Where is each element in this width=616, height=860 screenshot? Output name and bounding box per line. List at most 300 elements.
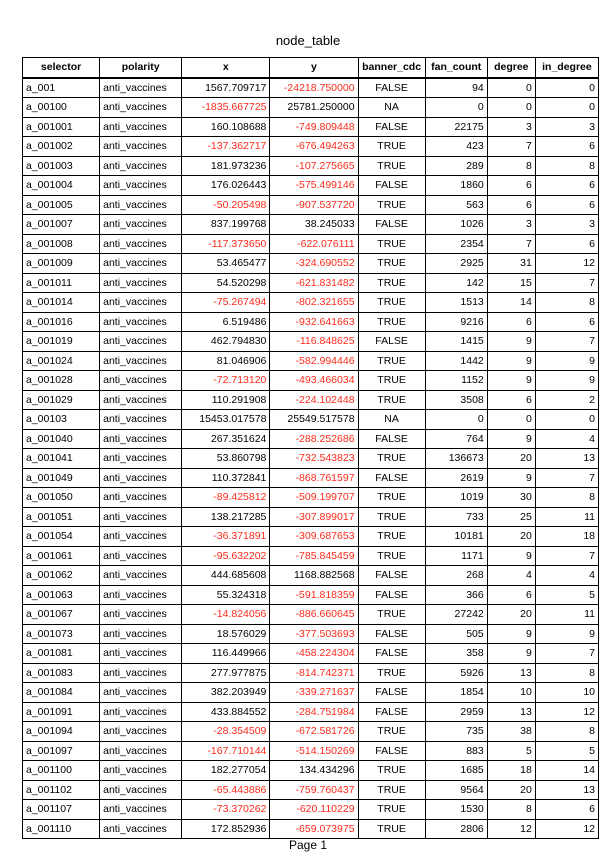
cell-degree: 9 bbox=[487, 371, 535, 391]
cell-banner-cdc: TRUE bbox=[358, 293, 425, 313]
cell-in-degree: 18 bbox=[535, 527, 598, 547]
cell-degree: 6 bbox=[487, 585, 535, 605]
table-row bbox=[23, 605, 599, 625]
cell-polarity: anti_vaccines bbox=[100, 683, 182, 703]
cell-fan-count: 94 bbox=[425, 78, 487, 98]
cell-polarity: anti_vaccines bbox=[100, 488, 182, 508]
cell-x: 110.291908 bbox=[182, 390, 270, 410]
cell-degree: 25 bbox=[487, 507, 535, 527]
cell-fan-count: 2619 bbox=[425, 468, 487, 488]
cell-degree: 4 bbox=[487, 566, 535, 586]
cell-polarity: anti_vaccines bbox=[100, 273, 182, 293]
cell-polarity: anti_vaccines bbox=[100, 566, 182, 586]
page-title: node_table bbox=[275, 33, 341, 48]
cell-degree: 0 bbox=[487, 410, 535, 430]
cell-selector: a_001063 bbox=[23, 585, 100, 605]
cell-banner-cdc: TRUE bbox=[358, 761, 425, 781]
cell-fan-count: 1152 bbox=[425, 371, 487, 391]
table-row bbox=[23, 624, 599, 644]
cell-x: -95.632202 bbox=[182, 546, 270, 566]
cell-in-degree: 14 bbox=[535, 761, 598, 781]
cell-fan-count: 1530 bbox=[425, 800, 487, 820]
cell-fan-count: 563 bbox=[425, 195, 487, 215]
column-header-polarity: polarity bbox=[100, 58, 182, 78]
cell-polarity: anti_vaccines bbox=[100, 644, 182, 664]
cell-x: 176.026443 bbox=[182, 176, 270, 196]
cell-y: -458.224304 bbox=[270, 644, 358, 664]
cell-degree: 38 bbox=[487, 722, 535, 742]
table-row bbox=[23, 215, 599, 235]
cell-fan-count: 2959 bbox=[425, 702, 487, 722]
cell-y: -886.660645 bbox=[270, 605, 358, 625]
cell-x: 53.465477 bbox=[182, 254, 270, 274]
cell-polarity: anti_vaccines bbox=[100, 371, 182, 391]
cell-x: 462.794830 bbox=[182, 332, 270, 352]
cell-in-degree: 8 bbox=[535, 488, 598, 508]
column-header-fan-count: fan_count bbox=[425, 58, 487, 78]
cell-degree: 9 bbox=[487, 546, 535, 566]
cell-banner-cdc: NA bbox=[358, 98, 425, 118]
cell-fan-count: 3508 bbox=[425, 390, 487, 410]
cell-in-degree: 0 bbox=[535, 78, 598, 98]
cell-polarity: anti_vaccines bbox=[100, 117, 182, 137]
cell-selector: a_001016 bbox=[23, 312, 100, 332]
cell-fan-count: 1171 bbox=[425, 546, 487, 566]
cell-in-degree: 7 bbox=[535, 332, 598, 352]
cell-degree: 10 bbox=[487, 683, 535, 703]
cell-banner-cdc: TRUE bbox=[358, 527, 425, 547]
cell-banner-cdc: TRUE bbox=[358, 819, 425, 839]
cell-polarity: anti_vaccines bbox=[100, 624, 182, 644]
cell-y: -622.076111 bbox=[270, 234, 358, 254]
cell-x: -73.370262 bbox=[182, 800, 270, 820]
cell-x: -72.713120 bbox=[182, 371, 270, 391]
table-row bbox=[23, 741, 599, 761]
cell-in-degree: 0 bbox=[535, 410, 598, 430]
cell-degree: 8 bbox=[487, 800, 535, 820]
cell-y: -659.073975 bbox=[270, 819, 358, 839]
cell-fan-count: 366 bbox=[425, 585, 487, 605]
cell-in-degree: 9 bbox=[535, 371, 598, 391]
cell-banner-cdc: TRUE bbox=[358, 488, 425, 508]
cell-banner-cdc: FALSE bbox=[358, 429, 425, 449]
table-row bbox=[23, 351, 599, 371]
cell-x: 110.372841 bbox=[182, 468, 270, 488]
cell-fan-count: 423 bbox=[425, 137, 487, 157]
cell-banner-cdc: FALSE bbox=[358, 702, 425, 722]
cell-selector: a_001067 bbox=[23, 605, 100, 625]
cell-in-degree: 6 bbox=[535, 800, 598, 820]
cell-banner-cdc: FALSE bbox=[358, 176, 425, 196]
cell-selector: a_001005 bbox=[23, 195, 100, 215]
cell-in-degree: 6 bbox=[535, 195, 598, 215]
cell-degree: 9 bbox=[487, 624, 535, 644]
cell-selector: a_001091 bbox=[23, 702, 100, 722]
cell-selector: a_001024 bbox=[23, 351, 100, 371]
cell-banner-cdc: TRUE bbox=[358, 722, 425, 742]
cell-fan-count: 136673 bbox=[425, 449, 487, 469]
cell-banner-cdc: TRUE bbox=[358, 312, 425, 332]
cell-degree: 7 bbox=[487, 234, 535, 254]
cell-banner-cdc: FALSE bbox=[358, 644, 425, 664]
cell-x: -75.267494 bbox=[182, 293, 270, 313]
cell-x: 1567.709717 bbox=[182, 78, 270, 98]
cell-fan-count: 1442 bbox=[425, 351, 487, 371]
cell-x: -137.362717 bbox=[182, 137, 270, 157]
cell-in-degree: 13 bbox=[535, 780, 598, 800]
cell-fan-count: 505 bbox=[425, 624, 487, 644]
cell-y: -116.848625 bbox=[270, 332, 358, 352]
cell-y: -620.110229 bbox=[270, 800, 358, 820]
cell-selector: a_001019 bbox=[23, 332, 100, 352]
cell-fan-count: 733 bbox=[425, 507, 487, 527]
cell-in-degree: 8 bbox=[535, 293, 598, 313]
cell-banner-cdc: FALSE bbox=[358, 683, 425, 703]
cell-selector: a_001110 bbox=[23, 819, 100, 839]
cell-degree: 18 bbox=[487, 761, 535, 781]
column-header-in-degree: in_degree bbox=[535, 58, 598, 78]
cell-fan-count: 9216 bbox=[425, 312, 487, 332]
cell-fan-count: 2354 bbox=[425, 234, 487, 254]
cell-x: -167.710144 bbox=[182, 741, 270, 761]
cell-y: -582.994446 bbox=[270, 351, 358, 371]
cell-in-degree: 12 bbox=[535, 702, 598, 722]
column-header-degree: degree bbox=[487, 58, 535, 78]
cell-selector: a_001040 bbox=[23, 429, 100, 449]
cell-banner-cdc: TRUE bbox=[358, 254, 425, 274]
cell-banner-cdc: FALSE bbox=[358, 741, 425, 761]
cell-degree: 6 bbox=[487, 312, 535, 332]
cell-degree: 0 bbox=[487, 78, 535, 98]
cell-fan-count: 289 bbox=[425, 156, 487, 176]
cell-in-degree: 8 bbox=[535, 663, 598, 683]
cell-fan-count: 883 bbox=[425, 741, 487, 761]
cell-degree: 7 bbox=[487, 137, 535, 157]
cell-y: -107.275665 bbox=[270, 156, 358, 176]
cell-polarity: anti_vaccines bbox=[100, 78, 182, 98]
cell-degree: 5 bbox=[487, 741, 535, 761]
table-row bbox=[23, 78, 599, 98]
cell-selector: a_001029 bbox=[23, 390, 100, 410]
cell-in-degree: 3 bbox=[535, 117, 598, 137]
column-header-x: x bbox=[182, 58, 270, 78]
cell-selector: a_001094 bbox=[23, 722, 100, 742]
cell-selector: a_001009 bbox=[23, 254, 100, 274]
table-row bbox=[23, 527, 599, 547]
cell-selector: a_00100 bbox=[23, 98, 100, 118]
cell-x: 54.520298 bbox=[182, 273, 270, 293]
cell-selector: a_001054 bbox=[23, 527, 100, 547]
cell-polarity: anti_vaccines bbox=[100, 507, 182, 527]
table-row bbox=[23, 117, 599, 137]
cell-polarity: anti_vaccines bbox=[100, 98, 182, 118]
cell-banner-cdc: FALSE bbox=[358, 215, 425, 235]
cell-polarity: anti_vaccines bbox=[100, 293, 182, 313]
cell-y: -324.690552 bbox=[270, 254, 358, 274]
cell-polarity: anti_vaccines bbox=[100, 605, 182, 625]
cell-y: -309.687653 bbox=[270, 527, 358, 547]
cell-in-degree: 8 bbox=[535, 722, 598, 742]
cell-y: -224.102448 bbox=[270, 390, 358, 410]
cell-polarity: anti_vaccines bbox=[100, 234, 182, 254]
table-row bbox=[23, 702, 599, 722]
cell-banner-cdc: TRUE bbox=[358, 195, 425, 215]
cell-polarity: anti_vaccines bbox=[100, 527, 182, 547]
cell-polarity: anti_vaccines bbox=[100, 468, 182, 488]
table-row bbox=[23, 663, 599, 683]
cell-in-degree: 7 bbox=[535, 468, 598, 488]
table-row bbox=[23, 371, 599, 391]
cell-banner-cdc: TRUE bbox=[358, 546, 425, 566]
table-row bbox=[23, 566, 599, 586]
cell-fan-count: 1854 bbox=[425, 683, 487, 703]
cell-selector: a_001028 bbox=[23, 371, 100, 391]
cell-y: -377.503693 bbox=[270, 624, 358, 644]
cell-polarity: anti_vaccines bbox=[100, 215, 182, 235]
cell-y: -672.581726 bbox=[270, 722, 358, 742]
cell-polarity: anti_vaccines bbox=[100, 410, 182, 430]
cell-y: -676.494263 bbox=[270, 137, 358, 157]
node-table bbox=[22, 57, 599, 839]
cell-fan-count: 2806 bbox=[425, 819, 487, 839]
cell-x: -65.443886 bbox=[182, 780, 270, 800]
cell-x: -50.205498 bbox=[182, 195, 270, 215]
cell-degree: 6 bbox=[487, 176, 535, 196]
cell-degree: 3 bbox=[487, 117, 535, 137]
cell-in-degree: 13 bbox=[535, 449, 598, 469]
cell-polarity: anti_vaccines bbox=[100, 429, 182, 449]
cell-x: -89.425812 bbox=[182, 488, 270, 508]
table-row bbox=[23, 722, 599, 742]
cell-y: -932.641663 bbox=[270, 312, 358, 332]
cell-y: 25781.250000 bbox=[270, 98, 358, 118]
cell-polarity: anti_vaccines bbox=[100, 722, 182, 742]
cell-selector: a_001100 bbox=[23, 761, 100, 781]
table-row bbox=[23, 332, 599, 352]
cell-degree: 13 bbox=[487, 702, 535, 722]
cell-y: -514.150269 bbox=[270, 741, 358, 761]
cell-y: -307.899017 bbox=[270, 507, 358, 527]
cell-in-degree: 9 bbox=[535, 624, 598, 644]
cell-x: 55.324318 bbox=[182, 585, 270, 605]
cell-degree: 9 bbox=[487, 468, 535, 488]
cell-in-degree: 10 bbox=[535, 683, 598, 703]
cell-degree: 15 bbox=[487, 273, 535, 293]
cell-degree: 9 bbox=[487, 332, 535, 352]
cell-degree: 31 bbox=[487, 254, 535, 274]
cell-selector: a_001073 bbox=[23, 624, 100, 644]
cell-x: 172.852936 bbox=[182, 819, 270, 839]
cell-in-degree: 7 bbox=[535, 273, 598, 293]
table-row bbox=[23, 644, 599, 664]
cell-polarity: anti_vaccines bbox=[100, 332, 182, 352]
cell-banner-cdc: FALSE bbox=[358, 585, 425, 605]
cell-polarity: anti_vaccines bbox=[100, 137, 182, 157]
cell-y: -907.537720 bbox=[270, 195, 358, 215]
cell-degree: 9 bbox=[487, 351, 535, 371]
cell-fan-count: 1513 bbox=[425, 293, 487, 313]
cell-banner-cdc: TRUE bbox=[358, 800, 425, 820]
cell-selector: a_001061 bbox=[23, 546, 100, 566]
table-row bbox=[23, 312, 599, 332]
cell-fan-count: 1685 bbox=[425, 761, 487, 781]
cell-polarity: anti_vaccines bbox=[100, 780, 182, 800]
cell-y: -493.466034 bbox=[270, 371, 358, 391]
cell-fan-count: 10181 bbox=[425, 527, 487, 547]
cell-polarity: anti_vaccines bbox=[100, 156, 182, 176]
cell-in-degree: 8 bbox=[535, 156, 598, 176]
cell-in-degree: 0 bbox=[535, 98, 598, 118]
column-header-selector: selector bbox=[23, 58, 100, 78]
cell-y: 38.245033 bbox=[270, 215, 358, 235]
cell-selector: a_001007 bbox=[23, 215, 100, 235]
cell-fan-count: 0 bbox=[425, 410, 487, 430]
cell-degree: 20 bbox=[487, 780, 535, 800]
cell-degree: 30 bbox=[487, 488, 535, 508]
cell-in-degree: 5 bbox=[535, 741, 598, 761]
cell-selector: a_001062 bbox=[23, 566, 100, 586]
cell-in-degree: 2 bbox=[535, 390, 598, 410]
cell-polarity: anti_vaccines bbox=[100, 741, 182, 761]
cell-degree: 12 bbox=[487, 819, 535, 839]
cell-selector: a_00103 bbox=[23, 410, 100, 430]
cell-in-degree: 11 bbox=[535, 605, 598, 625]
table-row bbox=[23, 761, 599, 781]
cell-banner-cdc: TRUE bbox=[358, 663, 425, 683]
cell-x: -1835.667725 bbox=[182, 98, 270, 118]
cell-y: -591.818359 bbox=[270, 585, 358, 605]
cell-x: 433.884552 bbox=[182, 702, 270, 722]
cell-y: -509.199707 bbox=[270, 488, 358, 508]
cell-x: -28.354509 bbox=[182, 722, 270, 742]
cell-banner-cdc: TRUE bbox=[358, 390, 425, 410]
cell-selector: a_001008 bbox=[23, 234, 100, 254]
table-row bbox=[23, 488, 599, 508]
cell-x: 81.046906 bbox=[182, 351, 270, 371]
cell-banner-cdc: TRUE bbox=[358, 273, 425, 293]
cell-polarity: anti_vaccines bbox=[100, 546, 182, 566]
cell-polarity: anti_vaccines bbox=[100, 390, 182, 410]
cell-selector: a_001107 bbox=[23, 800, 100, 820]
cell-y: -802.321655 bbox=[270, 293, 358, 313]
cell-selector: a_001002 bbox=[23, 137, 100, 157]
cell-fan-count: 142 bbox=[425, 273, 487, 293]
cell-y: -339.271637 bbox=[270, 683, 358, 703]
cell-banner-cdc: TRUE bbox=[358, 234, 425, 254]
cell-fan-count: 22175 bbox=[425, 117, 487, 137]
column-header-banner-cdc: banner_cdc bbox=[358, 58, 425, 78]
cell-selector: a_001001 bbox=[23, 117, 100, 137]
table-row bbox=[23, 156, 599, 176]
cell-in-degree: 6 bbox=[535, 137, 598, 157]
cell-banner-cdc: TRUE bbox=[358, 137, 425, 157]
cell-in-degree: 11 bbox=[535, 507, 598, 527]
table-row bbox=[23, 137, 599, 157]
cell-banner-cdc: FALSE bbox=[358, 566, 425, 586]
cell-in-degree: 5 bbox=[535, 585, 598, 605]
cell-selector: a_001050 bbox=[23, 488, 100, 508]
cell-y: -732.543823 bbox=[270, 449, 358, 469]
cell-in-degree: 4 bbox=[535, 429, 598, 449]
cell-banner-cdc: TRUE bbox=[358, 156, 425, 176]
cell-degree: 6 bbox=[487, 195, 535, 215]
table-row bbox=[23, 780, 599, 800]
cell-fan-count: 1019 bbox=[425, 488, 487, 508]
cell-y: -749.809448 bbox=[270, 117, 358, 137]
cell-degree: 13 bbox=[487, 663, 535, 683]
cell-selector: a_001081 bbox=[23, 644, 100, 664]
table-row bbox=[23, 468, 599, 488]
cell-degree: 6 bbox=[487, 390, 535, 410]
cell-x: 18.576029 bbox=[182, 624, 270, 644]
cell-x: 382.203949 bbox=[182, 683, 270, 703]
cell-selector: a_001084 bbox=[23, 683, 100, 703]
cell-y: -759.760437 bbox=[270, 780, 358, 800]
cell-selector: a_001102 bbox=[23, 780, 100, 800]
cell-fan-count: 268 bbox=[425, 566, 487, 586]
cell-in-degree: 7 bbox=[535, 644, 598, 664]
cell-in-degree: 3 bbox=[535, 215, 598, 235]
cell-polarity: anti_vaccines bbox=[100, 761, 182, 781]
cell-fan-count: 1860 bbox=[425, 176, 487, 196]
table-row bbox=[23, 390, 599, 410]
table-header-row bbox=[23, 58, 599, 78]
cell-y: -814.742371 bbox=[270, 663, 358, 683]
cell-in-degree: 6 bbox=[535, 312, 598, 332]
cell-y: -868.761597 bbox=[270, 468, 358, 488]
cell-x: 837.199768 bbox=[182, 215, 270, 235]
cell-fan-count: 1415 bbox=[425, 332, 487, 352]
cell-y: -575.499146 bbox=[270, 176, 358, 196]
table-row bbox=[23, 195, 599, 215]
cell-fan-count: 27242 bbox=[425, 605, 487, 625]
cell-banner-cdc: NA bbox=[358, 410, 425, 430]
cell-degree: 14 bbox=[487, 293, 535, 313]
cell-in-degree: 12 bbox=[535, 819, 598, 839]
cell-x: 181.973236 bbox=[182, 156, 270, 176]
cell-selector: a_001011 bbox=[23, 273, 100, 293]
cell-degree: 20 bbox=[487, 449, 535, 469]
cell-fan-count: 0 bbox=[425, 98, 487, 118]
table-row bbox=[23, 429, 599, 449]
cell-in-degree: 6 bbox=[535, 234, 598, 254]
cell-selector: a_001083 bbox=[23, 663, 100, 683]
cell-y: 134.434296 bbox=[270, 761, 358, 781]
cell-degree: 8 bbox=[487, 156, 535, 176]
cell-banner-cdc: FALSE bbox=[358, 117, 425, 137]
page-number: Page 1 bbox=[288, 838, 328, 852]
cell-selector: a_001004 bbox=[23, 176, 100, 196]
cell-fan-count: 9564 bbox=[425, 780, 487, 800]
cell-selector: a_001 bbox=[23, 78, 100, 98]
cell-selector: a_001051 bbox=[23, 507, 100, 527]
table-row bbox=[23, 546, 599, 566]
cell-y: -621.831482 bbox=[270, 273, 358, 293]
cell-x: 138.217285 bbox=[182, 507, 270, 527]
cell-polarity: anti_vaccines bbox=[100, 351, 182, 371]
table-row bbox=[23, 98, 599, 118]
cell-y: -24218.750000 bbox=[270, 78, 358, 98]
cell-y: 1168.882568 bbox=[270, 566, 358, 586]
cell-in-degree: 12 bbox=[535, 254, 598, 274]
table-row bbox=[23, 449, 599, 469]
cell-degree: 0 bbox=[487, 98, 535, 118]
table-row bbox=[23, 273, 599, 293]
cell-banner-cdc: FALSE bbox=[358, 332, 425, 352]
cell-fan-count: 358 bbox=[425, 644, 487, 664]
cell-polarity: anti_vaccines bbox=[100, 254, 182, 274]
cell-selector: a_001003 bbox=[23, 156, 100, 176]
